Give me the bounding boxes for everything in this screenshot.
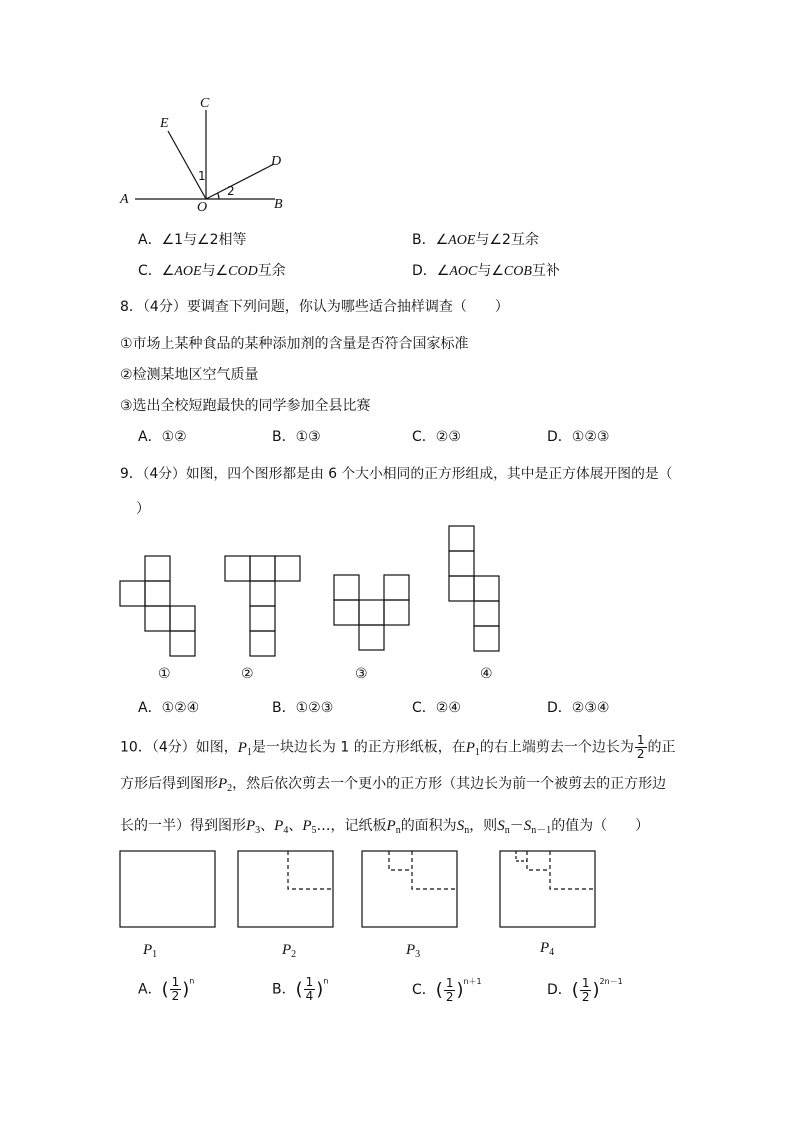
point-label-a: A [120, 192, 129, 207]
net-label-1: ① [158, 666, 171, 682]
net-label-2: ② [241, 666, 254, 682]
stem-text: 是一块边长为 1 的正方形纸板，在 [251, 739, 466, 756]
fraction-half: $\frac{1}{2}$ [636, 733, 645, 761]
option-fraction: $\frac{1}{2}$ [445, 975, 454, 1004]
angle-name: COD [228, 264, 258, 279]
q9-stem-close: ） [136, 501, 150, 517]
stem-text: 的正 [647, 739, 676, 756]
option-key: B． [412, 232, 436, 248]
stem-text: ，然后依次剪去一个更小的正方形（其边长为前一个被剪去的正方形边 [232, 776, 667, 792]
q10-option-b[interactable]: B．( $\frac{1}{4}$ )$^n$ [272, 975, 329, 1003]
stem-text: …，记纸板 [316, 818, 387, 834]
stem-text: ，则 [469, 818, 498, 834]
angle-label-1: 1 [198, 169, 206, 183]
symbol-sn: $S_n$ [456, 818, 470, 836]
q10-option-d[interactable]: D．( $\frac{1}{2}$ )$^{2n-1}$ [547, 975, 623, 1004]
figure-label-p4: $P_4$ [540, 940, 555, 958]
stem-text: 的面积为 [400, 818, 457, 834]
symbol-p4: $P_4$ [274, 818, 289, 836]
point-label-d: D [271, 154, 282, 169]
q9-option-b[interactable]: B．①②③ [272, 700, 334, 716]
option-key: B． [272, 981, 296, 998]
figure-label-p3: $P_3$ [406, 942, 421, 960]
stem-text: 的右上端剪去一个边长为 [479, 739, 634, 756]
stem-text: 10．（4分）如图， [120, 739, 238, 756]
option-text: ∠1与∠2相等 [161, 232, 247, 248]
stem-text: 方形后得到图形 [120, 776, 218, 792]
option-fraction: $\frac{1}{2}$ [581, 975, 590, 1004]
option-key: D． [547, 982, 572, 998]
figure-label-p2: $P_2$ [282, 942, 297, 960]
q10-option-a[interactable]: A．( $\frac{1}{2}$ )$^n$ [138, 975, 195, 1003]
option-text: 互补 [531, 263, 560, 279]
point-label-c: C [200, 96, 210, 111]
q8-option-c[interactable]: C．②③ [412, 429, 461, 445]
option-key: D． [412, 263, 437, 279]
option-key: A． [138, 981, 162, 998]
symbol-p1: $P_1$ [465, 739, 480, 758]
q8-item-2: ②检测某地区空气质量 [120, 367, 259, 383]
net-label-3: ③ [355, 666, 368, 682]
stem-text: 的值为（ ） [551, 818, 650, 834]
figure-p4 [500, 851, 595, 927]
angle-symbol: ∠ [161, 263, 175, 279]
angle-name: AOC [449, 264, 478, 279]
net-label-4: ④ [480, 666, 493, 682]
q8-option-b[interactable]: B．①③ [272, 429, 321, 445]
option-key: C． [138, 263, 162, 279]
figure-p2 [238, 851, 333, 927]
option-text: 与∠2互余 [475, 232, 539, 248]
option-text: 与∠ [201, 263, 229, 279]
q8-item-3: ③选出全校短跑最快的同学参加全县比赛 [120, 398, 371, 414]
option-exponent: 2n－1 [599, 977, 623, 986]
q9-option-d[interactable]: D．②③④ [547, 700, 610, 716]
symbol-pn: $P_n$ [386, 818, 401, 836]
angle-symbol: ∠ [436, 263, 450, 279]
angle-label-2: 2 [227, 184, 235, 198]
q8-stem: 8．（4分）要调查下列问题，你认为哪些适合抽样调查（ ） [120, 299, 509, 315]
option-text: 与∠ [477, 263, 504, 279]
option-exponent: n [323, 976, 329, 986]
point-label-b: B [274, 197, 283, 212]
angle-name: COB [503, 264, 532, 279]
symbol-p2: $P_2$ [218, 776, 233, 794]
option-exponent: n＋1 [463, 977, 482, 986]
point-label-o: O [197, 200, 208, 215]
point-label-e: E [160, 116, 169, 131]
stem-text: 长的一半）得到图形 [120, 818, 246, 834]
q9-stem: 9．（4分）如图，四个图形都是由 6 个大小相同的正方形组成，其中是正方体展开图的是（ [120, 466, 673, 482]
option-fraction: $\frac{1}{4}$ [305, 975, 314, 1003]
option-exponent: n [189, 976, 195, 986]
angle-name: AOE [448, 233, 476, 248]
figure-label-p1: $P_1$ [143, 942, 158, 960]
q9-option-c[interactable]: C．②④ [412, 700, 461, 716]
figure-p1 [120, 851, 215, 927]
symbol-sn-1: $S_{n-1}$ [523, 818, 552, 836]
q8-item-1: ①市场上某种食品的某种添加剂的含量是否符合国家标准 [120, 336, 469, 352]
option-key: A． [138, 232, 162, 248]
option-text: 互余 [257, 263, 286, 279]
option-key: C． [412, 982, 436, 998]
q9-option-a[interactable]: A．①②④ [138, 700, 200, 716]
q10-stem-line3: 长的一半）得到图形$P_3$、$P_4$、$P_5\dots$，记纸板$P_n$的面积为$S_n$，则$S_n-S_{n-1}$的值为（ ） [120, 818, 650, 836]
symbol-sn: $S_n$ [497, 818, 510, 836]
symbol-p3: $P_3$ [246, 818, 261, 836]
symbol-p1: $P_1$ [237, 739, 252, 758]
q8-option-d[interactable]: D．①②③ [547, 429, 610, 445]
symbol-p5: $P_5$ [302, 818, 317, 836]
q8-option-a[interactable]: A．①② [138, 429, 187, 445]
figure-p3 [362, 851, 457, 927]
q10-option-c[interactable]: C．( $\frac{1}{2}$ )$^{n+1}$ [412, 975, 482, 1004]
option-fraction: $\frac{1}{2}$ [171, 975, 180, 1003]
angle-name: AOE [174, 264, 202, 279]
angle-symbol: ∠ [435, 232, 449, 248]
